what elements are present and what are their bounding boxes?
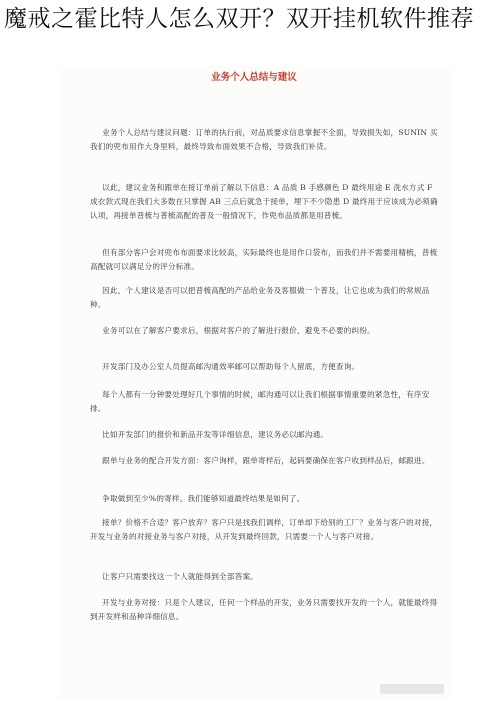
page-headline: 魔戒之霍比特人怎么双开？双开挂机软件推荐 (4, 6, 474, 32)
paragraph-3: 但有部分客户会对兜布布面要求比较高，实际最终也是用作口袋布，而我们并不需要用精梳，普梳高配就可以满足分的评分标准。 (90, 248, 438, 271)
paragraph-7: 每个人都有一分钟要处理好几个事情的时候，邮沟通可以让我们根据事情重要的紧急性，有序安排。 (90, 390, 430, 413)
document-title: 业务个人总结与建议 (211, 72, 297, 83)
paragraph-6: 开发部门及办公室人员提高邮沟通效率邮可以帮助每个人留底，方便查询。 (102, 362, 360, 371)
paragraph-4: 因此，个人建议是否可以把普梳高配的产品给业务及客服做一个普及，让它也成为我们的常规品种。 (90, 286, 430, 309)
paragraph-11: 接单？价格不合适？客户放弃？客户只是找我们调样，订单却下给别的工厂？业务与客户的对接，开发与业务的对接业务与客户对接，从开发到最终回款，只需要一个人与客户对接。 (90, 518, 438, 541)
paragraph-12: 让客户只需要找这一个人就能得到全部答案。 (102, 572, 259, 581)
paragraph-1: 业务个人总结与建议问题：订单的执行前，对品质要求信息掌握不全面，导致损失如，SUNIN 买我们的兜布用作大身里料，最终导致布面效果不合格，导致我们补货。 (90, 128, 438, 151)
paragraph-13: 开发与业务对接：只是个人建议，任何一个样品的开发，业务只需要找开发的一个人，就能最终得到开发样和品种详细信息。 (90, 598, 438, 621)
corner-watermark (380, 684, 444, 694)
paragraph-2: 以此，建议业务和跟单在接订单前了解以下信息：A 品质 B 手感颜色 D 最终用途 E 洗水方式 F 成衣款式现在我们大多数在只掌握 AB 三点后就急于接单，埋下不少隐患 D 最终用于应该成为必须确认项，再接单普梳与普梳高配的普及一般情况下，作兜布品质都是用普梳。 (90, 183, 438, 220)
paragraph-8: 比如开发部门的报价和新品开发等详细信息，建议务必以邮沟通。 (102, 430, 329, 439)
paragraph-10: 争取做到至少%的寄样，我们能够知道最终结果是如何了。 (102, 494, 305, 503)
paragraph-9: 跟单与业务的配合开发方面：客户询样，跟单寄样后，起码要确保在客户收到样品后，邮跟进。 (102, 456, 430, 465)
document-scan-image (58, 66, 450, 700)
paragraph-5: 业务可以在了解客户要求后，根据对客户的了解进行报价，避免不必要的纠纷。 (102, 326, 375, 335)
